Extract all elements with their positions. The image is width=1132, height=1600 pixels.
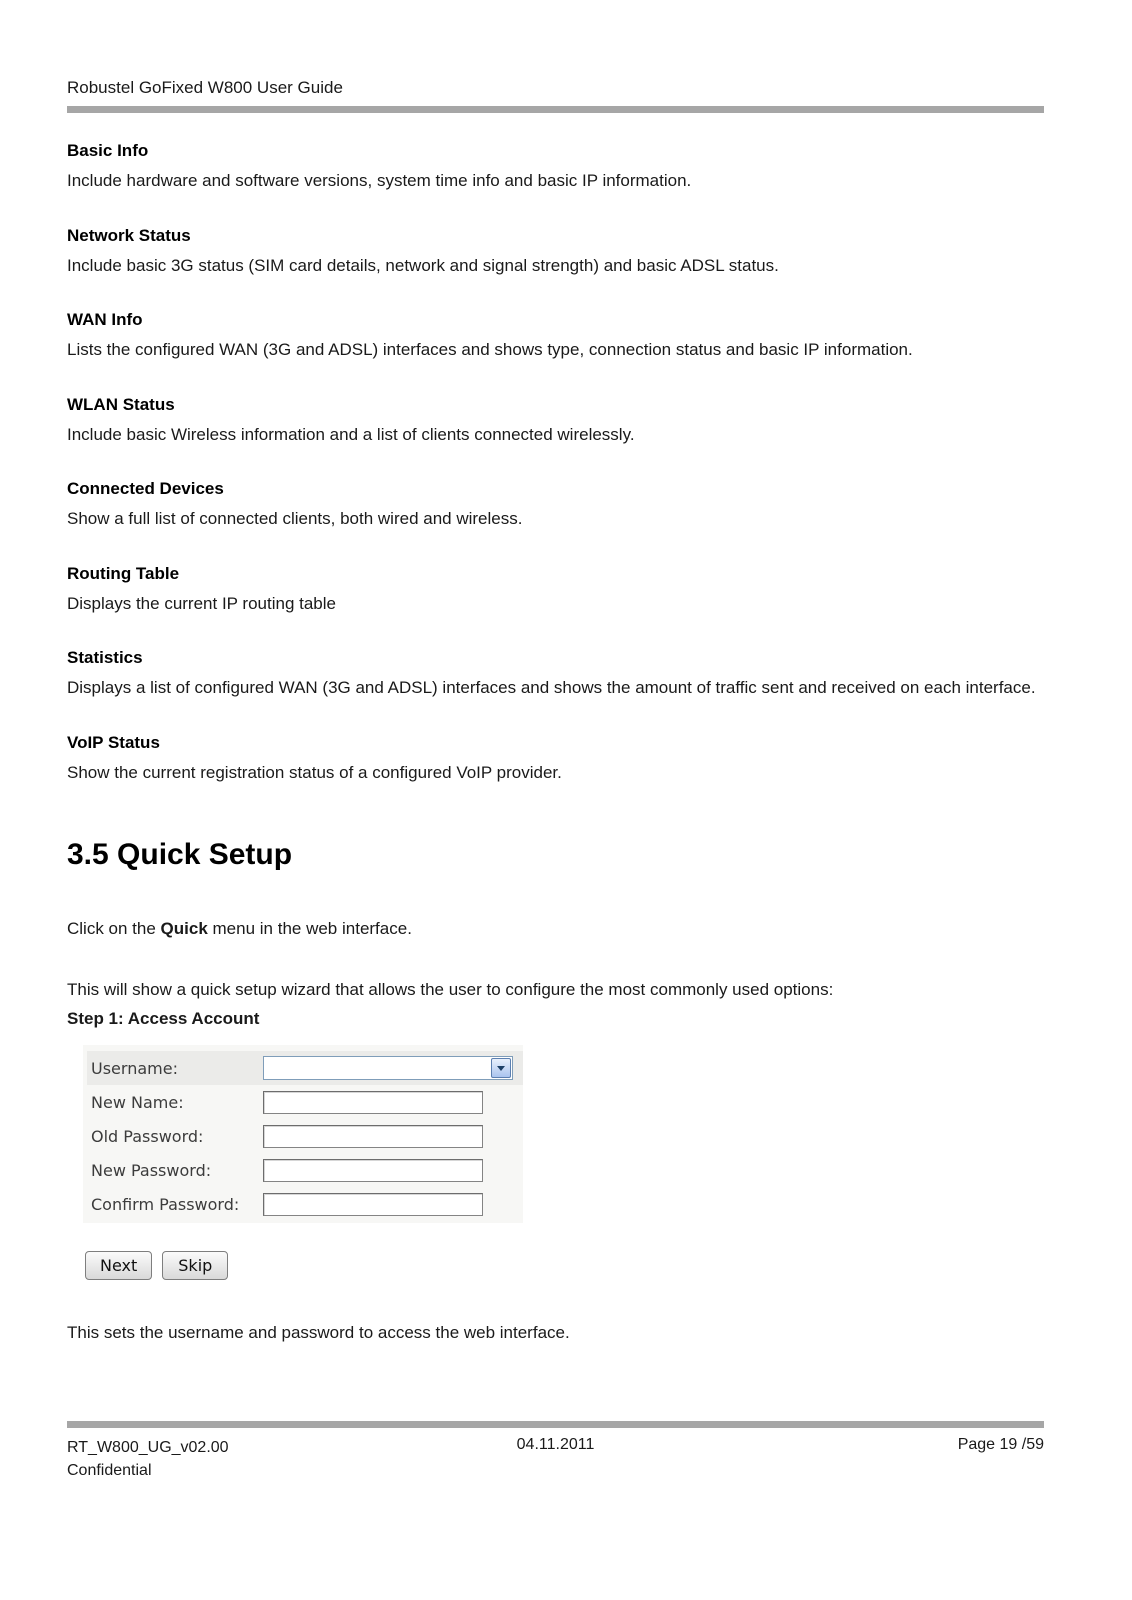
section-body: Include basic Wireless information and a list of clients connected wirelessly.	[67, 424, 635, 444]
footer-doc-id: RT_W800_UG_v02.00	[67, 1439, 229, 1456]
section-heading: Statistics	[67, 648, 143, 668]
section-heading: WAN Info	[67, 310, 143, 330]
section-routing-table	[67, 564, 1044, 618]
section-heading: Network Status	[67, 225, 191, 245]
wizard-buttons	[85, 1251, 1044, 1280]
intro-pre: Click on the	[67, 919, 161, 939]
section-body: Displays the current IP routing table	[67, 593, 336, 613]
new-name-label: New Name:	[91, 1092, 184, 1112]
quick-setup-heading: 3.5 Quick Setup	[67, 838, 293, 872]
form-row-username	[87, 1051, 523, 1085]
form-row-new-name	[87, 1085, 523, 1119]
skip-button[interactable]: Skip	[162, 1251, 228, 1280]
section-voip-status	[67, 733, 1044, 787]
old-password-label: Old Password:	[91, 1126, 204, 1146]
footer-date: 04.11.2011	[516, 1436, 595, 1453]
closing-note: This sets the username and password to access the web interface.	[67, 1323, 570, 1343]
footer-left	[67, 1436, 517, 1482]
section-basic-info	[67, 141, 1044, 195]
form-row-confirm-password	[87, 1187, 523, 1221]
section-wlan-status	[67, 395, 1044, 449]
section-body: Include hardware and software versions, system time info and basic IP information.	[67, 171, 692, 190]
section-wan-info	[67, 310, 1044, 364]
username-label: Username:	[91, 1058, 178, 1078]
section-connected-devices	[67, 479, 1044, 533]
section-body: Show the current registration status of a configured VoIP provider.	[67, 762, 562, 782]
confirm-password-input[interactable]	[263, 1193, 483, 1216]
next-button[interactable]: Next	[85, 1251, 152, 1280]
footer-rule	[67, 1421, 1044, 1428]
old-password-input[interactable]	[263, 1125, 483, 1148]
section-body: Displays a list of configured WAN (3G and ADSL) interfaces and shows the amount of traffic sent and received on each interface.	[67, 678, 1036, 698]
intro-post: menu in the web interface.	[207, 919, 412, 939]
step-1-label: Step 1: Access Account	[67, 1009, 260, 1029]
footer-page-number: Page 19 /59	[957, 1436, 1044, 1453]
section-body: Include basic 3G status (SIM card details, network and signal strength) and basic ADSL status.	[67, 255, 779, 275]
section-statistics	[67, 648, 1044, 702]
new-password-input[interactable]	[263, 1159, 483, 1182]
quick-setup-intro	[67, 916, 1044, 943]
section-heading: WLAN Status	[67, 394, 175, 414]
wizard-screenshot	[83, 1045, 523, 1223]
form-row-old-password	[87, 1119, 523, 1153]
section-heading: Basic Info	[67, 141, 149, 160]
section-body: Show a full list of connected clients, both wired and wireless.	[67, 509, 523, 529]
quick-setup-description: This will show a quick setup wizard that allows the user to configure the most commonly used options:	[67, 979, 834, 999]
form-row-new-password	[87, 1153, 523, 1187]
section-network-status	[67, 226, 1044, 280]
section-heading: Connected Devices	[67, 479, 224, 499]
intro-bold-quick: Quick	[160, 919, 208, 939]
footer-confidential: Confidential	[67, 1462, 152, 1480]
section-body: Lists the configured WAN (3G and ADSL) interfaces and shows type, connection status and basic IP information.	[67, 340, 913, 360]
new-password-label: New Password:	[91, 1160, 212, 1180]
username-select[interactable]	[263, 1056, 513, 1080]
section-heading: Routing Table	[67, 563, 180, 583]
section-heading: VoIP Status	[67, 732, 160, 752]
new-name-input[interactable]	[263, 1091, 483, 1114]
page-footer	[67, 1421, 1044, 1482]
confirm-password-label: Confirm Password:	[91, 1194, 240, 1214]
header-rule	[67, 106, 1044, 113]
doc-header-title: Robustel GoFixed W800 User Guide	[67, 78, 343, 97]
dropdown-arrow-icon[interactable]	[491, 1058, 511, 1078]
